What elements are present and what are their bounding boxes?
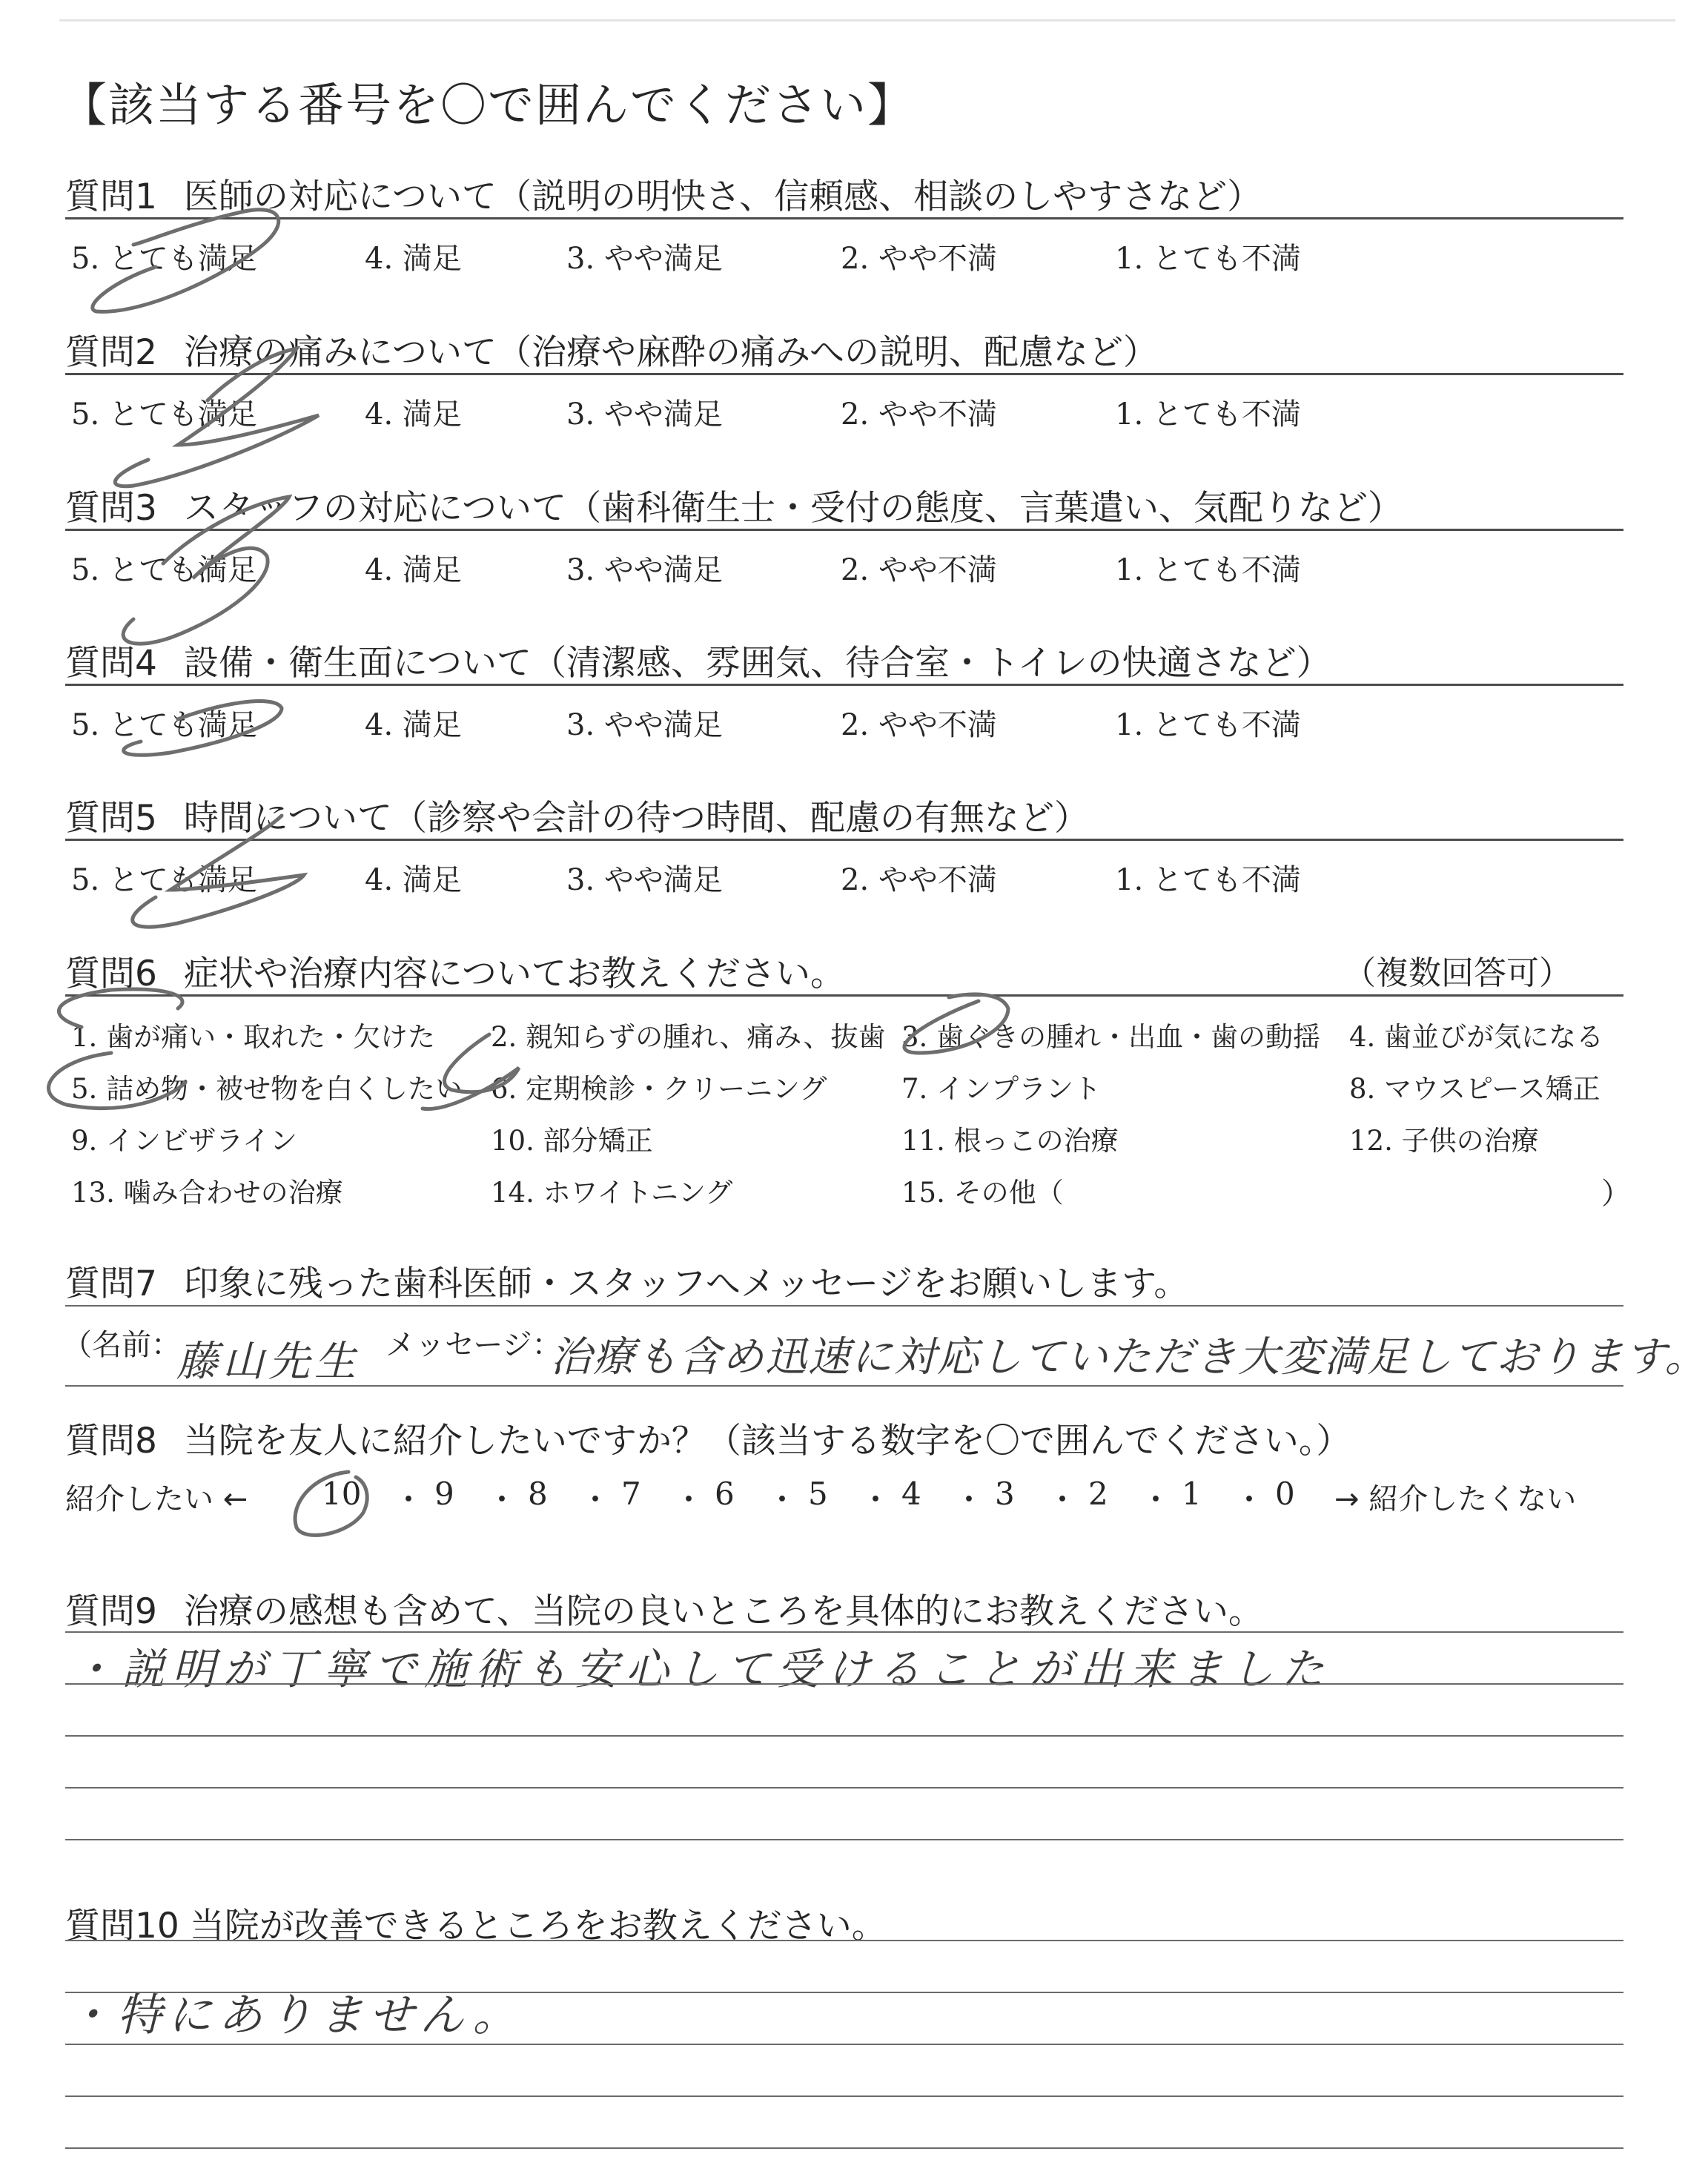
q9-handwritten-answer[interactable]: ・説明が丁寧で施術も安心して受けることが出来ました bbox=[71, 1644, 1332, 1694]
scale-sep: ・ bbox=[1140, 1482, 1172, 1518]
divider bbox=[65, 1940, 1623, 1941]
q2-option-3[interactable]: 3. やや満足 bbox=[566, 397, 723, 432]
q3-option-3[interactable]: 3. やや満足 bbox=[566, 553, 723, 587]
scale-6[interactable]: 6 bbox=[715, 1476, 735, 1512]
question-text: 当院を友人に紹介したいですか？（該当する数字を〇で囲んでください。） bbox=[183, 1421, 1351, 1462]
name-label: （名前： bbox=[62, 1328, 181, 1362]
q3-option-1[interactable]: 1. とても不満 bbox=[1115, 553, 1301, 587]
q6-option-14[interactable]: 14. ホワイトニング bbox=[491, 1177, 733, 1209]
question-text: 治療の痛みについて（治療や麻酔の痛みへの説明、配慮など） bbox=[183, 332, 1159, 373]
question-number: 質問2 bbox=[65, 332, 157, 373]
question-number: 質問1 bbox=[65, 176, 157, 217]
q6-option-2[interactable]: 2. 親知らずの腫れ、痛み、抜歯 bbox=[491, 1021, 886, 1053]
q6-option-13[interactable]: 13. 噛み合わせの治療 bbox=[71, 1177, 343, 1209]
divider bbox=[65, 217, 1623, 219]
question-text: 時間について（診察や会計の待つ時間、配慮の有無など） bbox=[183, 798, 1089, 839]
instruction-header: 【該当する番号を〇で囲んでください】 bbox=[61, 78, 916, 132]
question-number: 質問5 bbox=[65, 798, 157, 839]
question-text: 治療の感想も含めて、当院の良いところを具体的にお教えください。 bbox=[183, 1591, 1263, 1632]
scale-sep: ・ bbox=[580, 1482, 612, 1518]
question-number: 質問10 bbox=[65, 1906, 179, 1946]
q1-option-1[interactable]: 1. とても不満 bbox=[1115, 242, 1301, 276]
scale-10[interactable]: 10 bbox=[322, 1476, 362, 1512]
question-text: 当院が改善できるところをお教えください。 bbox=[189, 1906, 887, 1946]
question-9 bbox=[65, 1584, 1263, 1634]
q3-option-5[interactable]: 5. とても満足 bbox=[71, 553, 257, 587]
q6-option-6[interactable]: 6. 定期検診・クリーニング bbox=[491, 1073, 827, 1105]
question-number: 質問8 bbox=[65, 1421, 157, 1462]
divider bbox=[65, 684, 1623, 686]
question-8 bbox=[65, 1413, 1351, 1463]
scale-sep: ・ bbox=[486, 1482, 518, 1518]
divider bbox=[65, 529, 1623, 531]
answer-line bbox=[65, 1787, 1623, 1789]
q5-option-1[interactable]: 1. とても不満 bbox=[1115, 863, 1301, 897]
q6-option-9[interactable]: 9. インビザライン bbox=[71, 1125, 297, 1157]
question-6 bbox=[65, 946, 845, 996]
question-4 bbox=[65, 635, 1331, 685]
divider bbox=[65, 373, 1623, 375]
question-text: 印象に残った歯科医師・スタッフへメッセージをお願いします。 bbox=[183, 1264, 1189, 1304]
scale-sep: ・ bbox=[767, 1482, 798, 1518]
q3-option-4[interactable]: 4. 満足 bbox=[365, 553, 462, 587]
scale-1[interactable]: 1 bbox=[1182, 1476, 1202, 1512]
q6-option-10[interactable]: 10. 部分矯正 bbox=[491, 1125, 653, 1157]
sheet-top-edge bbox=[59, 19, 1675, 22]
q2-option-1[interactable]: 1. とても不満 bbox=[1115, 397, 1301, 432]
scale-3[interactable]: 3 bbox=[995, 1476, 1015, 1512]
q5-option-5[interactable]: 5. とても満足 bbox=[71, 863, 257, 897]
answer-line bbox=[65, 1735, 1623, 1737]
question-number: 質問4 bbox=[65, 643, 157, 684]
divider bbox=[65, 1631, 1623, 1633]
scale-2[interactable]: 2 bbox=[1088, 1476, 1108, 1512]
other-close-paren: ） bbox=[1601, 1177, 1631, 1211]
divider bbox=[65, 1385, 1623, 1387]
q4-option-4[interactable]: 4. 満足 bbox=[365, 708, 462, 742]
q5-option-4[interactable]: 4. 満足 bbox=[365, 863, 462, 897]
q5-option-3[interactable]: 3. やや満足 bbox=[566, 863, 723, 897]
divider bbox=[65, 994, 1623, 997]
answer-line bbox=[65, 1683, 1623, 1685]
answer-line bbox=[65, 2095, 1623, 2097]
q10-handwritten-answer[interactable]: ・特にありません。 bbox=[67, 1989, 523, 2041]
q4-option-2[interactable]: 2. やや不満 bbox=[841, 708, 997, 742]
scale-4[interactable]: 4 bbox=[901, 1476, 921, 1512]
question-5 bbox=[65, 790, 1089, 840]
scale-sep: ・ bbox=[860, 1482, 892, 1518]
q6-option-3[interactable]: 3. 歯ぐきの腫れ・出血・歯の動揺 bbox=[901, 1021, 1321, 1053]
question-text: 設備・衛生面について（清潔感、雰囲気、待合室・トイレの快適さなど） bbox=[183, 643, 1331, 684]
question-7 bbox=[65, 1256, 1188, 1306]
scale-sep: ・ bbox=[1047, 1482, 1079, 1518]
q2-option-5[interactable]: 5. とても満足 bbox=[71, 397, 257, 432]
handwritten-message[interactable]: 治療も含め迅速に対応していただき大変満足しております。 bbox=[550, 1333, 1708, 1381]
answer-line bbox=[65, 2044, 1623, 2045]
q6-option-8[interactable]: 8. マウスピース矯正 bbox=[1349, 1073, 1601, 1105]
q6-option-1[interactable]: 1. 歯が痛い・取れた・欠けた bbox=[71, 1021, 436, 1053]
q1-option-2[interactable]: 2. やや不満 bbox=[841, 242, 997, 276]
answer-line bbox=[65, 2147, 1623, 2149]
q2-option-2[interactable]: 2. やや不満 bbox=[841, 397, 997, 432]
q1-option-3[interactable]: 3. やや満足 bbox=[566, 242, 723, 276]
answer-line bbox=[65, 1839, 1623, 1840]
q3-option-2[interactable]: 2. やや不満 bbox=[841, 553, 997, 587]
q4-option-3[interactable]: 3. やや満足 bbox=[566, 708, 723, 742]
scale-8[interactable]: 8 bbox=[528, 1476, 548, 1512]
divider bbox=[65, 839, 1623, 841]
scale-5[interactable]: 5 bbox=[808, 1476, 828, 1512]
q6-option-15[interactable]: 15. その他（ bbox=[901, 1177, 1064, 1209]
question-number: 質問6 bbox=[65, 954, 157, 994]
q1-option-5[interactable]: 5. とても満足 bbox=[71, 242, 257, 276]
q6-option-5[interactable]: 5. 詰め物・被せ物を白くしたい bbox=[71, 1073, 463, 1105]
recommend-right-label: → 紹介したくない bbox=[1334, 1482, 1577, 1516]
q6-option-4[interactable]: 4. 歯並びが気になる bbox=[1349, 1021, 1604, 1053]
q2-option-4[interactable]: 4. 満足 bbox=[365, 397, 462, 432]
scale-9[interactable]: 9 bbox=[434, 1476, 454, 1512]
scale-0[interactable]: 0 bbox=[1275, 1476, 1295, 1512]
scale-sep: ・ bbox=[393, 1482, 425, 1518]
message-label: メッセージ： bbox=[385, 1328, 562, 1362]
scale-7[interactable]: 7 bbox=[621, 1476, 641, 1512]
question-3 bbox=[65, 480, 1403, 530]
scale-sep: ・ bbox=[673, 1482, 705, 1518]
question-number: 質問7 bbox=[65, 1264, 157, 1304]
question-text: 症状や治療内容についてお教えください。 bbox=[183, 954, 845, 994]
recommend-left-label: 紹介したい ← bbox=[65, 1482, 248, 1516]
divider bbox=[65, 1305, 1623, 1307]
handwritten-name[interactable]: 藤山先生 bbox=[176, 1338, 360, 1386]
q5-option-2[interactable]: 2. やや不満 bbox=[841, 863, 997, 897]
question-number: 質問3 bbox=[65, 488, 157, 529]
q6-option-11[interactable]: 11. 根っこの治療 bbox=[901, 1125, 1119, 1157]
question-2 bbox=[65, 325, 1158, 374]
q4-option-1[interactable]: 1. とても不満 bbox=[1115, 708, 1301, 742]
scale-sep: ・ bbox=[953, 1482, 985, 1518]
question-text: スタッフの対応について（歯科衛生士・受付の態度、言葉遣い、気配りなど） bbox=[183, 488, 1403, 529]
q4-option-5[interactable]: 5. とても満足 bbox=[71, 708, 257, 742]
question-text: 医師の対応について（説明の明快さ、信頼感、相談のしやすさなど） bbox=[183, 176, 1262, 217]
question-1 bbox=[65, 169, 1262, 219]
scale-sep: ・ bbox=[1234, 1482, 1265, 1518]
q6-option-12[interactable]: 12. 子供の治療 bbox=[1349, 1125, 1539, 1157]
q6-option-7[interactable]: 7. インプラント bbox=[901, 1073, 1102, 1105]
multiple-answer-note: （複数回答可） bbox=[1343, 954, 1572, 992]
question-number: 質問9 bbox=[65, 1591, 157, 1632]
q1-option-4[interactable]: 4. 満足 bbox=[365, 242, 462, 276]
